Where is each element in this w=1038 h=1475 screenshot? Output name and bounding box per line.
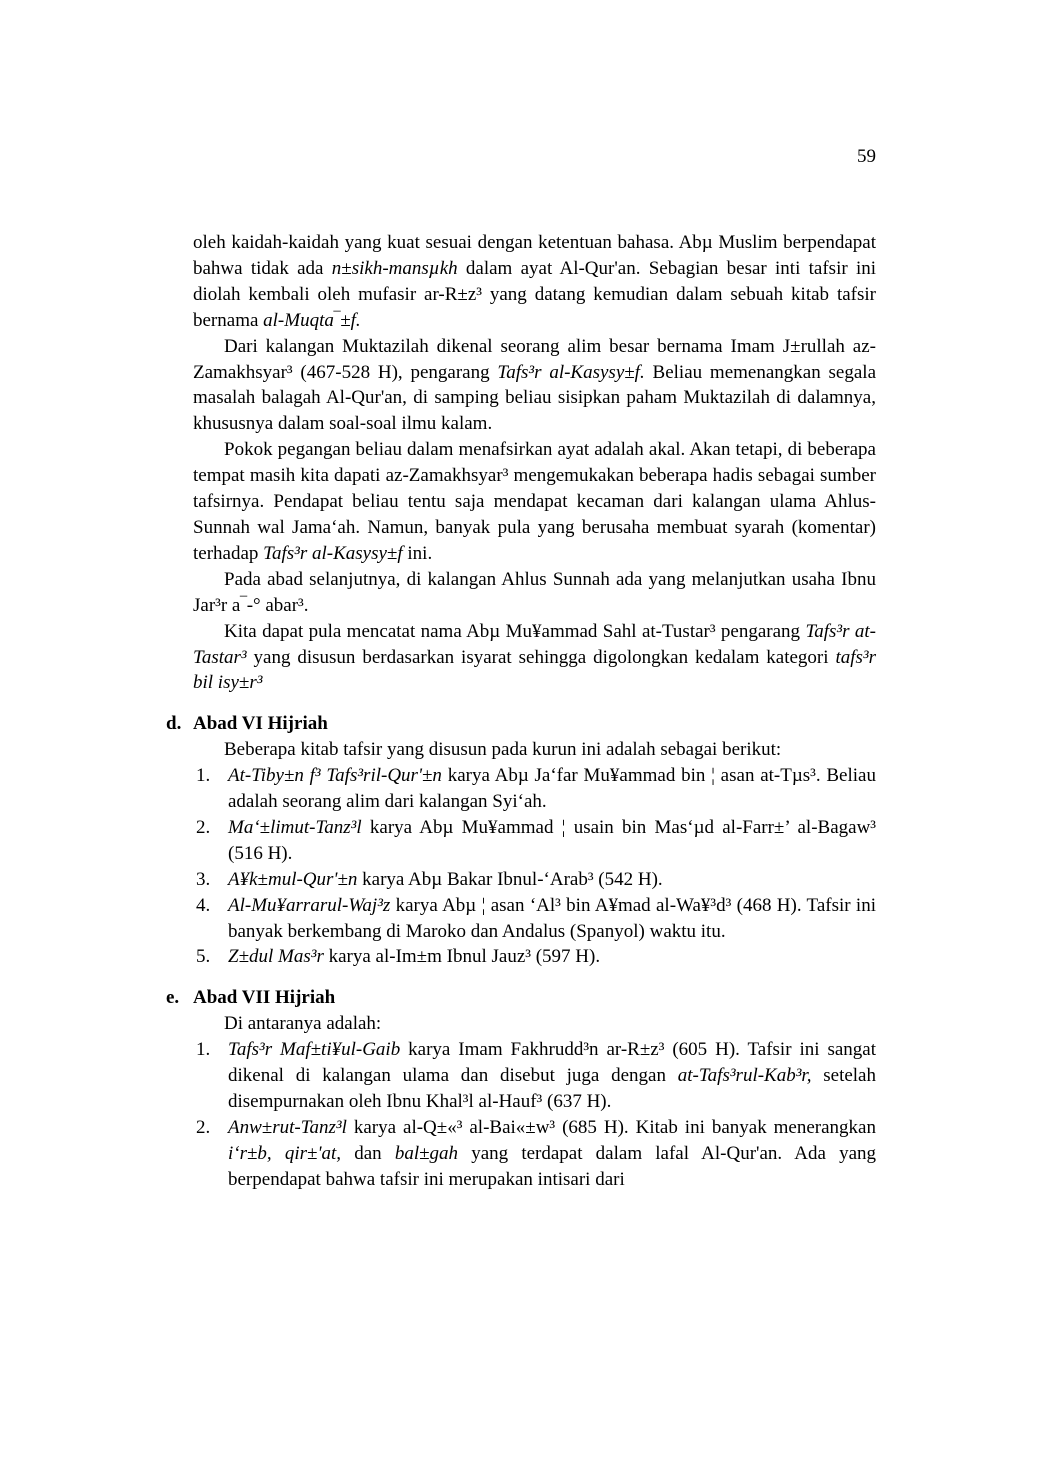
list-item-text xyxy=(228,1115,876,1193)
italic-text-run: n±sikh-mansµkh xyxy=(331,257,458,279)
list-item xyxy=(193,1115,876,1193)
list-item-number: 5. xyxy=(196,946,211,968)
italic-text-run: at-Tafs³rul-Kab³r, xyxy=(677,1065,812,1087)
section-heading xyxy=(166,711,876,737)
text-run: yang disusun berdasarkan isyarat sehingga digolongkan kedalam kategori xyxy=(246,646,836,668)
list-item xyxy=(193,763,876,815)
paragraph xyxy=(193,619,876,697)
italic-text-run: Z±dul Mas³r xyxy=(228,946,324,968)
section-label: e. xyxy=(166,987,180,1009)
list-item-text xyxy=(228,893,876,945)
text-run: karya Abµ Ja‘far Mu¥ammad bin ¦ asan at-Tµs³. Beliau adalah seorang alim dari kalangan Syi‘ah. xyxy=(228,765,876,813)
section-label: d. xyxy=(166,713,182,735)
list-item-number: 2. xyxy=(196,816,211,838)
text-run: Pada abad selanjutnya, di kalangan Ahlus Sunnah ada yang melanjutkan usaha Ibnu Jar³r a‾-° abar³. xyxy=(193,568,876,616)
text-run: karya Abµ Mu¥ammad ¦ usain bin Mas‘µd al-Farr±’ al-Bagaw³ (516 H). xyxy=(228,816,876,864)
section-title: Abad VI Hijriah xyxy=(193,713,328,735)
list-item xyxy=(193,815,876,867)
italic-text-run: Ma‘±limut-Tanz³l xyxy=(228,816,362,838)
paragraph xyxy=(193,437,876,567)
text-run: yang terdapat dalam lafal Al-Qur'an. Ada yang berpendapat bahwa tafsir ini merupakan intisari dari xyxy=(228,1142,877,1190)
text-run: oleh kaidah-kaidah yang kuat sesuai dengan ketentuan bahasa. Abµ Muslim berpendapat bahwa tidak ada xyxy=(193,232,876,279)
paragraph xyxy=(193,334,876,438)
text-run: karya Abµ ¦ asan ‘Al³ bin A¥mad al-Wa¥³d³ (468 H). Tafsir ini banyak berkembang di Maroko dan Andalus (Spanyol) waktu itu. xyxy=(228,894,876,942)
list-item xyxy=(193,1037,876,1115)
paragraph xyxy=(193,567,876,619)
text-run: Pokok pegangan beliau dalam menafsirkan ayat adalah akal. Akan tetapi, di beberapa tempat masih kita dapati az-Zamakhsyar³ mengemukakan beberapa hadis sebagai sumber tafsirnya. Pendapat beliau tentu saja mendapat kecaman dari kalangan ulama Ahlus-Sunnah wal Jama‘ah. Namun, banyak pula yang berusaha membuat syarah (komentar) terhadap xyxy=(193,439,876,564)
italic-text-run: Tafs³r Maf±ti¥ul-Gaib xyxy=(228,1039,401,1061)
italic-text-run: A¥k±mul-Qur'±n xyxy=(228,868,358,890)
italic-text-run: Al-Mu¥arrarul-Waj³z xyxy=(228,894,391,916)
text-run: karya Abµ Bakar Ibnul-‘Arab³ (542 H). xyxy=(357,868,663,890)
text-run: Dari kalangan Muktazilah dikenal seorang alim besar bernama Imam J±rullah az-Zamakhsyar³ (467-528 H), pengarang xyxy=(193,335,876,383)
list-item-number: 1. xyxy=(196,765,211,787)
list-item-text xyxy=(228,944,876,970)
text-run: ini. xyxy=(402,542,433,564)
text-run: karya al-Im±m Ibnul Jauz³ (597 H). xyxy=(323,946,601,968)
text-run: dalam ayat Al-Qur'an. Sebagian besar inti tafsir ini diolah kembali oleh mufasir ar-R±z³ yang datang kemudian dalam sebuah kitab tafsir bernama xyxy=(193,257,877,331)
list-item-number: 3. xyxy=(196,868,211,890)
paragraph xyxy=(193,737,876,763)
text-run: setelah disempurnakan oleh Ibnu Khal³l al-Hauf³ (637 H). xyxy=(228,1065,876,1112)
list-item xyxy=(193,893,876,945)
list-item-text xyxy=(228,815,876,867)
list-item-text xyxy=(228,867,876,893)
list-item-number: 4. xyxy=(196,894,211,916)
text-run: Beliau memenangkan segala masalah balagah Al-Qur'an, di samping beliau sisipkan paham Muktazilah di dalamnya, khususnya dalam soal-soal ilmu kalam. xyxy=(193,361,877,435)
page-number: 59 xyxy=(857,146,876,167)
list-item-text xyxy=(228,763,876,815)
italic-text-run: Tafs³r al-Kasysy±f xyxy=(263,542,403,564)
document-body xyxy=(166,230,877,1193)
text-run: Di antaranya adalah: xyxy=(224,1013,382,1035)
paragraph xyxy=(193,230,876,334)
section-title: Abad VII Hijriah xyxy=(193,987,336,1009)
text-run: karya Imam Fakhrudd³n ar-R±z³ (605 H). Tafsir ini sangat dikenal di kalangan ulama dan disebut juga dengan xyxy=(228,1039,876,1087)
italic-text-run: i‘r±b, qir±'at, xyxy=(228,1142,342,1164)
list-item xyxy=(193,867,876,893)
text-run: Beberapa kitab tafsir yang disusun pada kurun ini adalah sebagai berikut: xyxy=(224,739,782,761)
italic-text-run: At-Tiby±n f³ Tafs³ril-Qur'±n xyxy=(228,765,442,787)
italic-text-run: tafs³r bil isy±r³ xyxy=(193,646,876,694)
list-item-number: 1. xyxy=(196,1039,211,1061)
italic-text-run: bal±gah xyxy=(394,1142,459,1164)
list-item-number: 2. xyxy=(196,1116,211,1138)
italic-text-run: Tafs³r al-Kasysy±f. xyxy=(497,361,645,383)
list-item xyxy=(193,944,876,970)
italic-text-run: Anw±rut-Tanz³l xyxy=(228,1116,347,1138)
paragraph xyxy=(193,1011,876,1037)
list-item-text xyxy=(228,1037,876,1115)
italic-text-run: al-Muqta‾±f. xyxy=(263,309,361,331)
text-run: Kita dapat pula mencatat nama Abµ Mu¥ammad Sahl at-Tustar³ pengarang xyxy=(224,620,806,642)
text-run: dan xyxy=(341,1142,395,1164)
italic-text-run: Tafs³r at-Tastar³ xyxy=(193,620,876,668)
text-run: karya al-Q±«³ al-Bai«±w³ (685 H). Kitab ini banyak menerangkan xyxy=(346,1116,876,1138)
section-heading xyxy=(166,985,876,1011)
